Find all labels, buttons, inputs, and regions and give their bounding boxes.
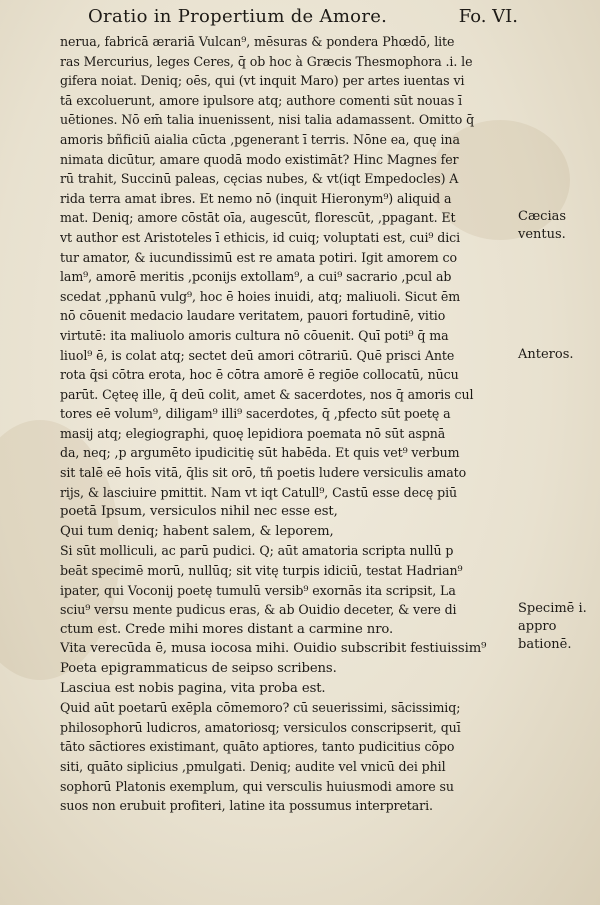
text-line: amoris bñficiū aialia cūcta ,pgenerant ī terris. Nōne ea, quę ina bbox=[60, 131, 460, 147]
text-line: beāt specimē morū, nullūq; sit vitę turpis idiciū, testat Hadrian⁹ bbox=[60, 563, 463, 579]
page-header bbox=[88, 6, 518, 32]
text-line: Vita verecūda ē, musa iocosa mihi. Ouidio subscribit festiuissim⁹ bbox=[60, 641, 487, 657]
text-line: rida terra amat ibres. Et nemo nō (inquit Hieronym⁹) aliquid a bbox=[60, 190, 452, 206]
text-line: siti, quāto siplicius ,pmulgati. Deniq; audite vel vnicū dei phil bbox=[60, 758, 446, 774]
text-line: Poeta epigrammaticus de seipso scribens. bbox=[60, 661, 337, 676]
text-line: nimata dicūtur, amare quodā modo existimāt? Hinc Magnes fer bbox=[60, 151, 459, 167]
text-line: rota q̄si cōtra erota, hoc ē cōtra amorē ē regiōe collocatū, nūcu bbox=[60, 367, 459, 383]
text-line: Lasciua est nobis pagina, vita proba est. bbox=[60, 680, 326, 696]
text-line: liuol⁹ ē, is colat atq; sectet deū amori cōtrariū. Quē prisci Ante bbox=[60, 347, 455, 363]
text-line: nerua, fabricā ærariā Vulcan⁹, mēsuras & pondera Phœdō, lite bbox=[60, 34, 455, 49]
text-line: uētiones. Nō em̄ talia inuenissent, nisi talia adamassent. Omitto q̄ bbox=[60, 112, 475, 128]
text-line: philosophorū ludicros, amatoriosq; versiculos conscripserit, quī bbox=[60, 719, 461, 735]
body-text bbox=[60, 32, 520, 816]
text-line: tā excoluerunt, amore ipulsore atq; authore comenti sūt nouas ī bbox=[60, 92, 463, 108]
text-line: scedat ,pphanū vulg⁹, hoc ē hoies inuidi, atq; maliuoli. Sicut ēm bbox=[60, 288, 461, 304]
text-line: tores eē volum⁹, diligam⁹ illi⁹ sacerdotes, q̄ ,pfecto sūt poetę a bbox=[60, 406, 451, 422]
text-line: rū trahit, Succinū paleas, cęcias nubes, & vt(iqt Empedocles) A bbox=[60, 171, 459, 187]
text-line: nō cōuenit medacio laudare veritatem, pauori fortudinē, vitio bbox=[60, 308, 446, 324]
folio-number: Fo. VI. bbox=[458, 6, 518, 27]
text-line: Qui tum deniq; habent salem, & leporem, bbox=[60, 523, 334, 539]
text-line: sciu⁹ versu mente pudicus eras, & ab Ouidio deceter, & vere di bbox=[60, 602, 457, 618]
text-line: Si sūt molliculi, ac parū pudici. Q; aūt amatoria scripta nullū p bbox=[60, 543, 454, 559]
text-line: sit talē eē hoīs vitā, q̄lis sit orō, tñ poetis ludere versiculis amato bbox=[60, 465, 467, 481]
text-line: sophorū Platonis exemplum, qui versculis huiusmodi amore su bbox=[60, 778, 454, 794]
text-line: vt author est Aristoteles ī ethicis, id cuiq; voluptati est, cui⁹ dici bbox=[60, 229, 461, 245]
text-line: Quid aūt poetarū exēpla cōmemoro? cū seuerissimi, sācissimiq; bbox=[60, 700, 461, 716]
text-line: ctum est. Crede mihi mores distant a carmine nro. bbox=[60, 621, 394, 637]
text-line: parūt. Cęteę ille, q̄ deū colit, amet & sacerdotes, nos q̄ amoris cul bbox=[60, 386, 474, 402]
text-line: poetā Ipsum, versiculos nihil nec esse est, bbox=[60, 504, 338, 520]
margin-note: Anteros. bbox=[518, 346, 574, 362]
text-line: rijs, & lasciuire pmittit. Nam vt iqt Catull⁹, Castū esse decę piū bbox=[60, 484, 458, 500]
text-line: ipater, qui Voconij poetę tumulū versib⁹ exornās ita scripsit, La bbox=[60, 582, 456, 598]
text-line: virtutē: ita maliuolo amoris cultura nō cōuenit. Quī poti⁹ q̄ ma bbox=[60, 327, 449, 343]
text-line: tur amator, & iucundissimū est re amata potiri. Igit amorem co bbox=[60, 249, 457, 265]
running-title: Oratio in Propertium de Amore. bbox=[88, 6, 388, 27]
text-line: mat. Deniq; amore cōstāt oīa, augescūt, florescūt, ,ppagant. Et bbox=[60, 210, 456, 226]
text-line: da, neq; ,p argumēto ipudicitię sūt habēda. Et quis vet⁹ verbum bbox=[60, 445, 460, 461]
margin-note: Cæcias ventus. bbox=[518, 209, 567, 243]
text-line: gifera noiat. Deniq; oēs, qui (vt inquit Maro) per artes iuentas vi bbox=[60, 73, 465, 89]
text-line: lam⁹, amorē meritis ,pconijs extollam⁹, a cui⁹ sacrario ,pcul ab bbox=[60, 269, 452, 285]
text-line: ras Mercurius, leges Ceres, q̄ ob hoc à Græcis Thesmophora .i. le bbox=[60, 53, 473, 69]
text-line: masij atq; elegiographi, quoę lepidiora poemata nō sūt aspnā bbox=[60, 425, 446, 441]
margin-note: Specimē i. appro bationē. bbox=[518, 601, 587, 653]
text-line: tāto sāctiores existimant, quāto aptiores, tanto pudicitius cōpo bbox=[60, 739, 455, 755]
text-line: suos non erubuit profiteri, latine ita possumus interpretari. bbox=[60, 798, 433, 814]
